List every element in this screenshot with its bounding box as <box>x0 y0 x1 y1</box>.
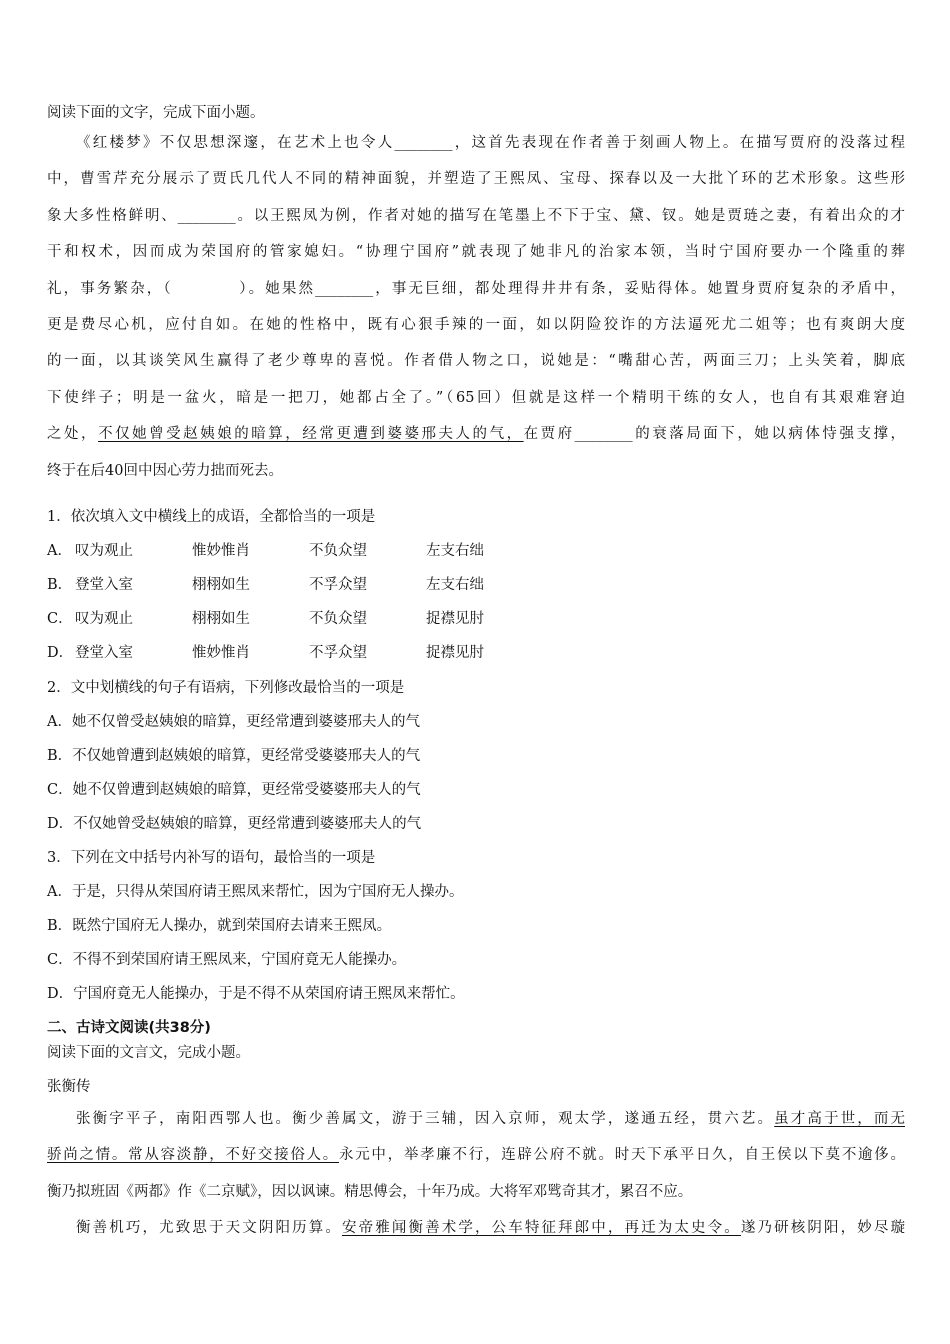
reading-instruction: 阅读下面的文言文，完成小题。 <box>47 1045 250 1061</box>
classical-paragraph <box>47 1210 905 1246</box>
question-1-option-b[interactable] <box>47 573 484 594</box>
option-cell: 不负众望 <box>309 611 367 627</box>
option-cell: 不负众望 <box>309 543 367 559</box>
passage-line: 《红楼梦》不仅思想深邃，在艺术上也令人________，这首先表现在作者善于刻画人物上。在描写贾府的没落过程 <box>76 135 905 151</box>
question-3-stem: 3．下列在文中括号内补写的语句，最恰当的一项是 <box>47 850 376 866</box>
section-heading: 二、古诗文阅读(共38分) <box>47 1020 211 1036</box>
option-cell: 不孚众望 <box>309 577 367 593</box>
passage-line: 终于在后40回中因心劳力拙而死去。 <box>47 462 283 479</box>
option-cell: 登堂入室 <box>75 577 133 593</box>
passage-line <box>47 1210 905 1246</box>
passage-line: 的一面，以其谈笑风生赢得了老少尊卑的喜悦。作者借人物之口，说她是：“嘴甜心苦，两面三刀；上头笑着，脚底 <box>47 353 905 370</box>
option-cell: 捉襟见肘 <box>426 611 484 627</box>
option-cell: 捉襟见肘 <box>426 645 484 661</box>
question-2-option-a[interactable]: A．她不仅曾受赵姨娘的暗算，更经常遭到婆婆邢夫人的气 <box>47 714 420 730</box>
option-cell: 左支右绌 <box>426 543 484 559</box>
underlined-sentence: 骄尚之情。常从容淡静，不好交接俗人。 <box>47 1147 339 1164</box>
classical-text-title: 张衡传 <box>47 1079 91 1095</box>
passage-text: 遂乃研核阴阳，妙尽璇 <box>740 1220 906 1236</box>
option-cell: 登堂入室 <box>75 645 133 661</box>
option-cell: 叹为观止 <box>75 543 133 559</box>
option-letter: B． <box>47 577 73 593</box>
option-cell: 惟妙惟肖 <box>192 645 250 661</box>
question-1-option-d[interactable] <box>47 641 484 662</box>
question-2-option-b[interactable]: B．不仅她曾遭到赵姨娘的暗算，更经常受婆婆邢夫人的气 <box>47 748 421 764</box>
option-cell: 左支右绌 <box>426 577 484 593</box>
option-cell: 惟妙惟肖 <box>192 543 250 559</box>
passage-line <box>47 1137 905 1173</box>
passage-paragraph <box>47 125 905 489</box>
passage-line <box>47 1101 905 1137</box>
option-letter: C． <box>47 611 73 627</box>
option-cell: 不孚众望 <box>309 645 367 661</box>
passage-line: 衡乃拟班固《两都》作《二京赋》，因以讽谏。精思傅会，十年乃成。大将军邓骘奇其才，累召不应。 <box>47 1183 693 1200</box>
question-1-option-c[interactable] <box>47 607 484 628</box>
option-letter: A． <box>47 543 72 559</box>
question-3-option-b[interactable]: B．既然宁国府无人操办，就到荣国府去请来王熙凤。 <box>47 918 392 934</box>
passage-line: 干和权术，因而成为荣国府的管家媳妇。“协理宁国府”就表现了她非凡的治家本领，当时宁国府要办一个隆重的葬 <box>47 244 905 261</box>
question-2-option-d[interactable]: D．不仅她曾受赵姨娘的暗算，更经常遭到婆婆邢夫人的气 <box>47 816 422 832</box>
passage-line: 更是费尽心机，应付自如。在她的性格中，既有心狠手辣的一面，如以阴险狡诈的方法逼死尤二姐等；也有爽朗大度 <box>47 317 905 334</box>
option-cell: 栩栩如生 <box>192 577 250 593</box>
underlined-sentence: 安帝雅闻衡善术学，公车特征拜郎中，再迁为太史令。 <box>341 1220 741 1236</box>
question-3-option-c[interactable]: C．不得不到荣国府请王熙凤来，宁国府竟无人能操办。 <box>47 952 407 968</box>
passage-text: 在贾府________的衰落局面下，她以病体恃强支撑， <box>523 426 906 443</box>
option-cell: 栩栩如生 <box>192 611 250 627</box>
passage-text: 之处， <box>47 426 99 443</box>
passage-line <box>47 416 905 452</box>
passage-text: 衡善机巧，尤致思于天文阴阳历算。 <box>76 1220 342 1236</box>
question-1-option-a[interactable] <box>47 539 484 560</box>
question-1-stem: 1．依次填入文中横线上的成语，全都恰当的一项是 <box>47 509 376 525</box>
passage-text: 张衡字平子，南阳西鄂人也。衡少善属文，游于三辅，因入京师，观太学，遂通五经，贯六艺。 <box>76 1111 775 1127</box>
option-letter: D． <box>47 645 74 661</box>
underlined-sentence: 不仅她曾受赵姨娘的暗算，经常更遭到婆婆邢夫人的气， <box>98 426 524 443</box>
passage-line: 下使绊子；明是一盆火，暗是一把刀，她都占全了。”（65回）但就是这样一个精明干练的女人，也自有其艰难窘迫 <box>47 389 905 406</box>
question-3-option-d[interactable]: D．宁国府竟无人能操办，于是不得不从荣国府请王熙凤来帮忙。 <box>47 986 465 1002</box>
passage-line: 象大多性格鲜明、________。以王熙凤为例，作者对她的描写在笔墨上不下于宝、黛、钗。她是贾琏之妻，有着出众的才 <box>47 207 905 224</box>
option-cell: 叹为观止 <box>75 611 133 627</box>
underlined-sentence: 虽才高于世，而无 <box>774 1111 905 1127</box>
classical-paragraph <box>47 1101 905 1210</box>
question-2-stem: 2．文中划横线的句子有语病，下列修改最恰当的一项是 <box>47 680 405 696</box>
question-2-option-c[interactable]: C．她不仅曾遭到赵姨娘的暗算，更经常受婆婆邢夫人的气 <box>47 782 421 798</box>
passage-line: 礼，事务繁杂，（ ）。她果然________，事无巨细，都处理得井井有条，妥贴得体。她置身贾府复杂的矛盾中， <box>47 280 905 297</box>
passage-line: 中，曹雪芹充分展示了贾氏几代人不同的精神面貌，并塑造了王熙凤、宝母、探春以及一大批丫环的艺术形象。这些形 <box>47 171 905 188</box>
question-3-option-a[interactable]: A．于是，只得从荣国府请王熙凤来帮忙，因为宁国府无人操办。 <box>47 884 464 900</box>
reading-instruction: 阅读下面的文字，完成下面小题。 <box>47 105 265 121</box>
passage-text: 永元中，举孝廉不行，连辟公府不就。时天下承平日久，自王侯以下莫不逾侈。 <box>338 1147 906 1164</box>
